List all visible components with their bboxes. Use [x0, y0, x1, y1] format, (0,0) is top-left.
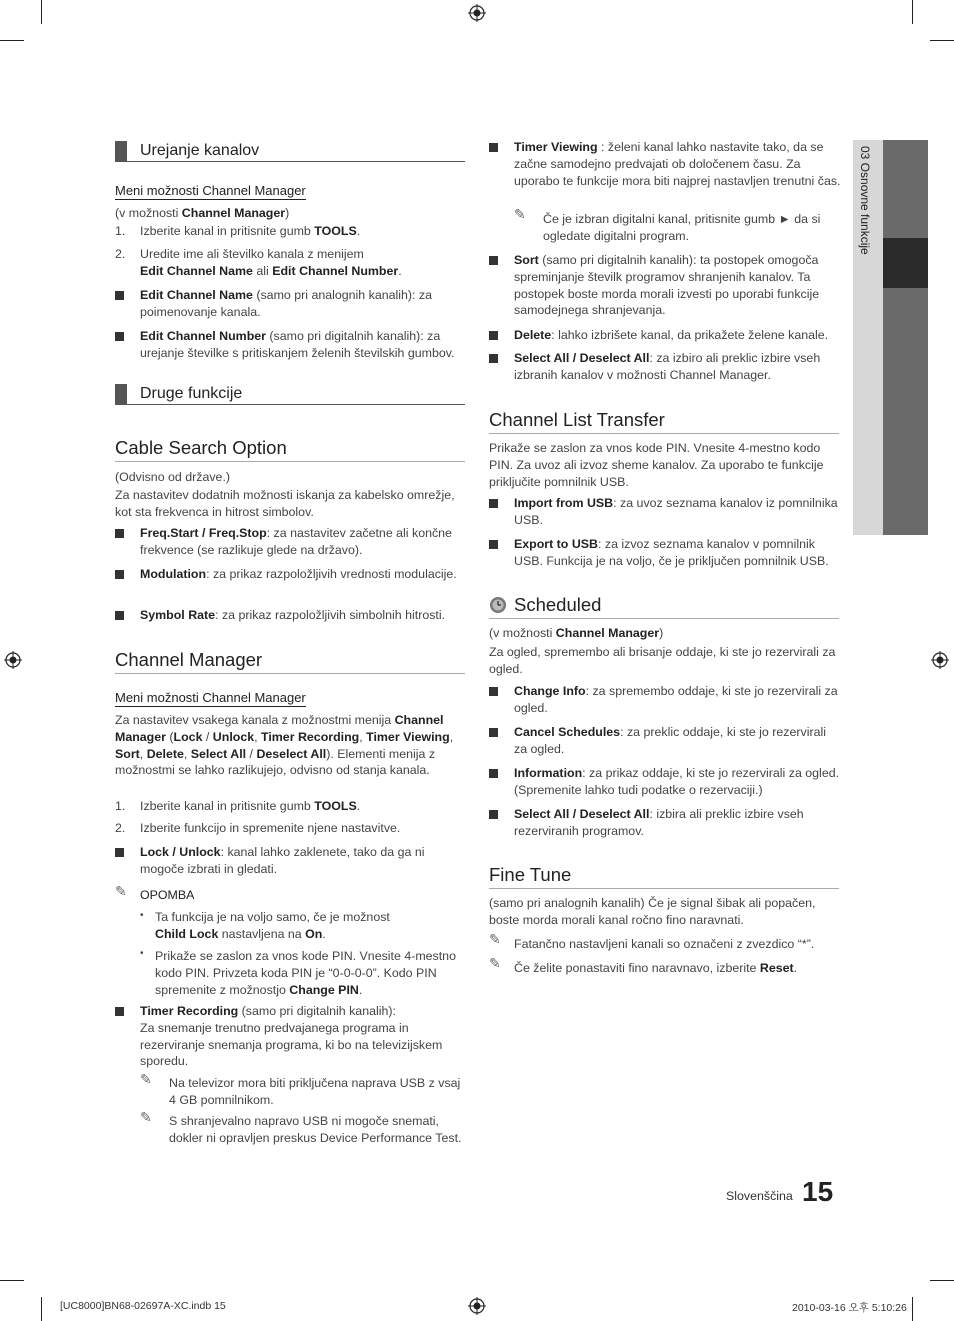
bullet-square [489, 256, 498, 265]
step-number: 2. [115, 821, 126, 835]
crop-mark [0, 1280, 24, 1281]
bullet-square [489, 728, 498, 737]
bullet-square [489, 769, 498, 778]
note-text: S shranjevalno napravo USB ni mogoče snemati, dokler ni opravljen preskus Device Performance Test. [169, 1114, 462, 1145]
step-text: Izberite kanal in pritisnite gumb TOOLS. [140, 799, 361, 813]
bullet-square [115, 611, 124, 620]
list-item: Cancel Schedules: za preklic oddaje, ki ste jo rezervirali za ogled. [514, 725, 826, 756]
section-title-scheduled: Scheduled [489, 594, 839, 619]
note-text: Na televizor mora biti priključena naprava USB z vsaj 4 GB pomnilnikom. [169, 1076, 461, 1107]
menu-heading: Meni možnosti Channel Manager [115, 183, 306, 198]
note-text: Če želite ponastaviti fino naravnavo, izberite Reset. [514, 961, 798, 975]
registration-mark-icon [931, 651, 949, 669]
step-number: 1. [115, 224, 126, 238]
bullet-square [489, 540, 498, 549]
crop-mark [41, 1297, 42, 1321]
pencil-note-icon: ✎ [115, 883, 127, 899]
list-item: Lock / Unlock: kanal lahko zaklenete, tako da ga ni mogoče izbrati in gledati. [140, 845, 425, 876]
pencil-note-icon: ✎ [140, 1109, 152, 1125]
side-tab-marker [883, 238, 928, 288]
section-title-channel-list-transfer: Channel List Transfer [489, 409, 839, 434]
paragraph: Prikaže se zaslon za vnos kode PIN. Vnesite 4-mestno kodo PIN. Za uvoz ali izvoz sheme kanalov. Za uporabo te funkcije priključite pomnilnik USB. [489, 441, 824, 489]
page-language: Slovenščina [726, 1189, 793, 1203]
section-title-channel-manager: Channel Manager [115, 649, 465, 674]
side-tab-dark [883, 140, 928, 535]
bullet-square [489, 331, 498, 340]
bullet-square [115, 529, 124, 538]
step-text: Uredite ime ali številko kanala z menijem Edit Channel Name ali Edit Channel Number. [140, 247, 402, 278]
paragraph: (Odvisno od države.) [115, 470, 231, 484]
crop-mark [912, 0, 913, 24]
bullet-square [489, 499, 498, 508]
pencil-note-icon: ✎ [140, 1071, 152, 1087]
note-label: OPOMBA [140, 888, 195, 902]
list-item: Information: za prikaz oddaje, ki ste jo rezervirali za ogled. (Spremenite lahko tudi podatke o rezervaciji.) [514, 766, 840, 797]
list-item: Select All / Deselect All: za izbiro ali preklic izbire vseh izbranih kanalov v možnosti Channel Manager. [514, 351, 821, 382]
bullet-square [115, 570, 124, 579]
side-tab-label: 03 Osnovne funkcije [858, 146, 872, 255]
paragraph: Za nastavitev dodatnih možnosti iskanja za kabelsko omrežje, kot sta frekvenca in hitrost simbolov. [115, 488, 455, 519]
crop-mark [0, 40, 24, 41]
list-item: Modulation: za prikaz razpoložljivih vrednosti modulacije. [140, 567, 457, 581]
paragraph: (v možnosti Channel Manager) [489, 626, 664, 640]
list-item: Prikaže se zaslon za vnos kode PIN. Vnesite 4-mestno kodo PIN. Privzeta koda PIN je “0-0-0-0”. Kodo PIN spremenite z možnostjo Change PIN. [155, 949, 456, 997]
pencil-note-icon: ✎ [489, 955, 501, 971]
list-item: Sort (samo pri digitalnih kanalih): ta postopek omogoča spreminjanje številk programov shranjenih kanalov. Ta postopek boste morda morali izvesti po uporabi funkcije samodejnega shranjevanja. [514, 253, 820, 318]
pencil-note-icon: ✎ [514, 206, 526, 222]
registration-mark-icon [4, 651, 22, 669]
clock-icon [489, 596, 507, 614]
step-text: Izberite kanal in pritisnite gumb TOOLS. [140, 224, 361, 238]
registration-mark-icon [468, 4, 486, 22]
bullet-square [115, 1007, 124, 1016]
crop-mark [41, 0, 42, 24]
subheading-druge: Druge funkcije [115, 384, 465, 405]
note-text: Če je izbran digitalni kanal, pritisnite gumb ► da si ogledate digitalni program. [543, 212, 821, 243]
list-item: Freq.Start / Freq.Stop: za nastavitev začetne ali končne frekvence (se razlikuje glede na državo). [140, 526, 452, 557]
crop-mark [930, 1280, 954, 1281]
footer-file: [UC8000]BN68-02697A-XC.indb 15 [60, 1300, 226, 1312]
footer-date: 2010-03-16 오후 5:10:26 [792, 1302, 907, 1314]
section-title-cable: Cable Search Option [115, 437, 465, 462]
page-number: 15 [802, 1176, 834, 1207]
subheading-urejanje: Urejanje kanalov [115, 141, 465, 162]
list-item: Timer Viewing : želeni kanal lahko nastavite tako, da se začne samodejno predvajati ob določenem času. Za uporabo te funkcije mora biti najprej nastavljen trenutni čas. [514, 140, 841, 188]
registration-mark-icon [468, 1297, 486, 1315]
paragraph: Za nastavitev vsakega kanala z možnostmi menija Channel Manager (Lock / Unlock, Timer Recording, Timer Viewing, Sort, Delete, Select All / Deselect All). Elementi menija z možnostmi se lahko razlikujejo, odvisno od stanja kanala. [115, 713, 454, 778]
paragraph: (samo pri analognih kanalih) Če je signal šibak ali popačen, boste morda morali kanal ročno fino naravnati. [489, 896, 816, 927]
bullet-dot: • [140, 910, 144, 921]
bullet-dot: • [140, 948, 144, 959]
list-item: Timer Recording (samo pri digitalnih kanalih): Za snemanje trenutno predvajanega programa in rezerviranje snemanja programa, ki bo na televizijskem sporedu. [140, 1004, 443, 1069]
bullet-square [115, 291, 124, 300]
list-item: Change Info: za spremembo oddaje, ki ste jo rezervirali za ogled. [514, 684, 838, 715]
bullet-square [489, 354, 498, 363]
section-title-fine-tune: Fine Tune [489, 864, 839, 889]
crop-mark [930, 40, 954, 41]
bullet-square [115, 332, 124, 341]
list-item: Delete: lahko izbrišete kanal, da prikažete želene kanale. [514, 328, 829, 342]
crop-mark [912, 1297, 913, 1321]
list-item: Edit Channel Number (samo pri digitalnih kanalih): za urejanje številke s pritiskanjem želenih številskih gumbov. [140, 329, 455, 360]
step-text: Izberite funkcijo in spremenite njene nastavitve. [140, 821, 401, 835]
bullet-square [115, 848, 124, 857]
list-item: Edit Channel Name (samo pri analognih kanalih): za poimenovanje kanala. [140, 288, 432, 319]
step-number: 2. [115, 247, 126, 261]
note-text: Fatančno nastavljeni kanali so označeni z zvezdico “*”. [514, 937, 815, 951]
bullet-square [489, 810, 498, 819]
pencil-note-icon: ✎ [489, 931, 501, 947]
list-item: Ta funkcija je na voljo samo, če je možnost Child Lock nastavljena na On. [155, 910, 390, 941]
list-item: Select All / Deselect All: izbira ali preklic izbire vseh rezerviranih programov. [514, 807, 804, 838]
menu-heading: Meni možnosti Channel Manager [115, 690, 306, 705]
paragraph: (v možnosti Channel Manager) [115, 206, 290, 220]
step-number: 1. [115, 799, 126, 813]
paragraph: Za ogled, spremembo ali brisanje oddaje, ki ste jo rezervirali za ogled. [489, 645, 836, 676]
list-item: Export to USB: za izvoz seznama kanalov v pomnilnik USB. Funkcija je na voljo, če je priključen pomnilnik USB. [514, 537, 829, 568]
list-item: Import from USB: za uvoz seznama kanalov iz pomnilnika USB. [514, 496, 838, 527]
bullet-square [489, 687, 498, 696]
list-item: Symbol Rate: za prikaz razpoložljivih simbolnih hitrosti. [140, 608, 446, 622]
bullet-square [489, 143, 498, 152]
